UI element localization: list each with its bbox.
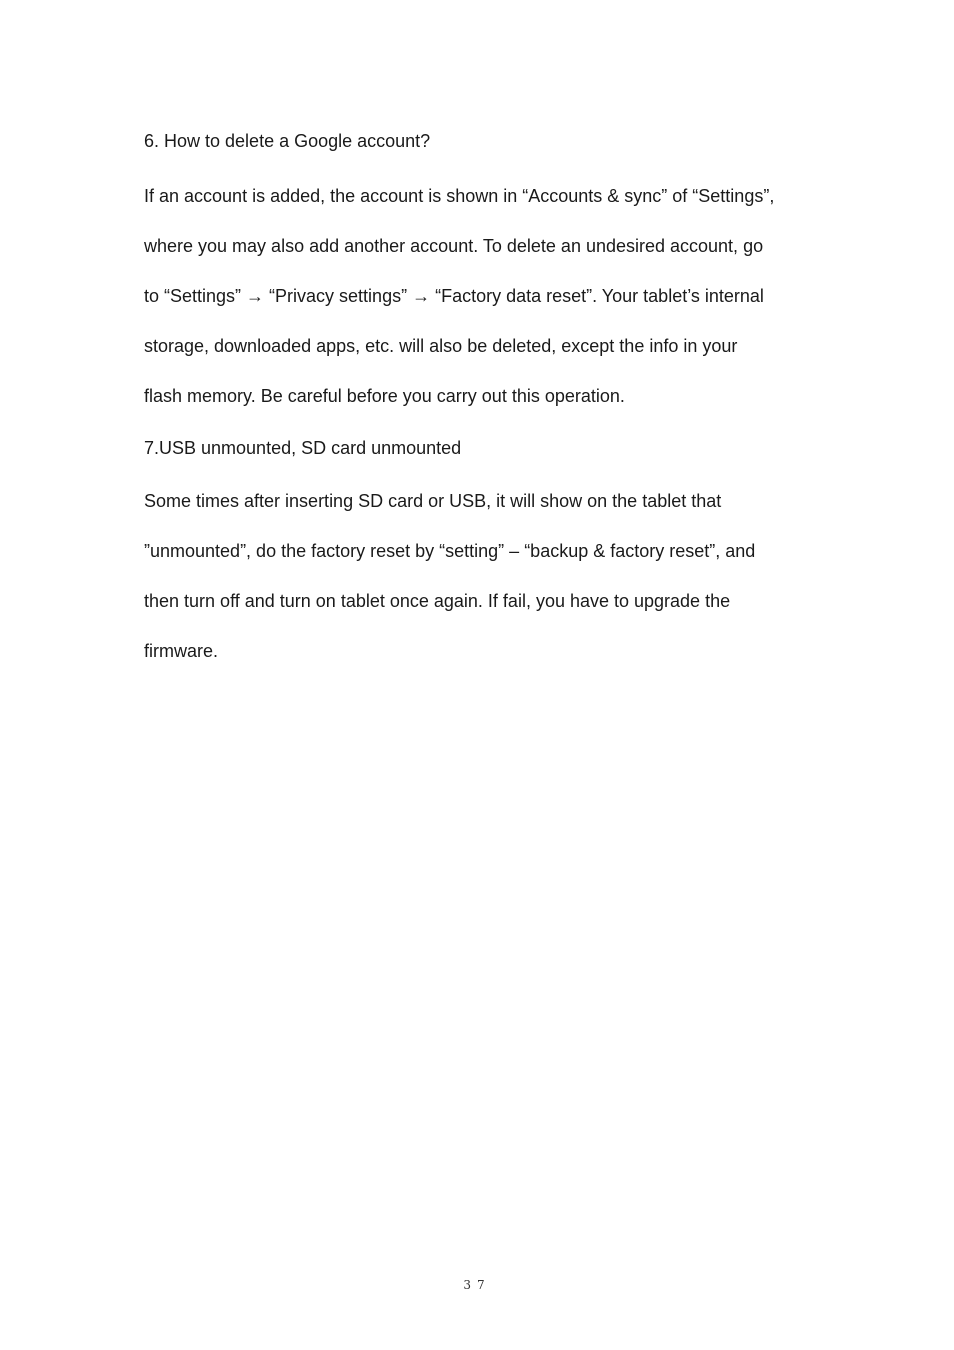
paragraph-line: then turn off and turn on tablet once again. If fail, you have to upgrade the xyxy=(144,591,731,611)
paragraph-line: firmware. xyxy=(144,641,219,661)
paragraph-line: storage, downloaded apps, etc. will also be deleted, except the info in your xyxy=(144,336,738,356)
section-heading-delete-google-account: 6. How to delete a Google account? xyxy=(144,131,431,151)
paragraph-line: flash memory. Be careful before you carry out this operation. xyxy=(144,386,625,406)
section-heading-usb-sd-unmounted: 7.USB unmounted, SD card unmounted xyxy=(144,438,462,458)
page-content xyxy=(144,122,824,676)
paragraph-line: Some times after inserting SD card or USB, it will show on the tablet that xyxy=(144,491,722,511)
paragraph-line: ”unmounted”, do the factory reset by “setting” – “backup & factory reset”, and xyxy=(144,541,756,561)
paragraph-line: If an account is added, the account is shown in “Accounts & sync” of “Settings”, xyxy=(144,186,775,206)
paragraph-delete-google-account xyxy=(144,171,824,421)
paragraph-line: where you may also add another account. To delete an undesired account, go xyxy=(144,236,764,256)
paragraph-usb-sd-unmounted xyxy=(144,476,824,676)
page-number: 37 xyxy=(463,1278,491,1292)
paragraph-line: to “Settings” → “Privacy settings” → “Factory data reset”. Your tablet’s internal xyxy=(144,286,764,306)
